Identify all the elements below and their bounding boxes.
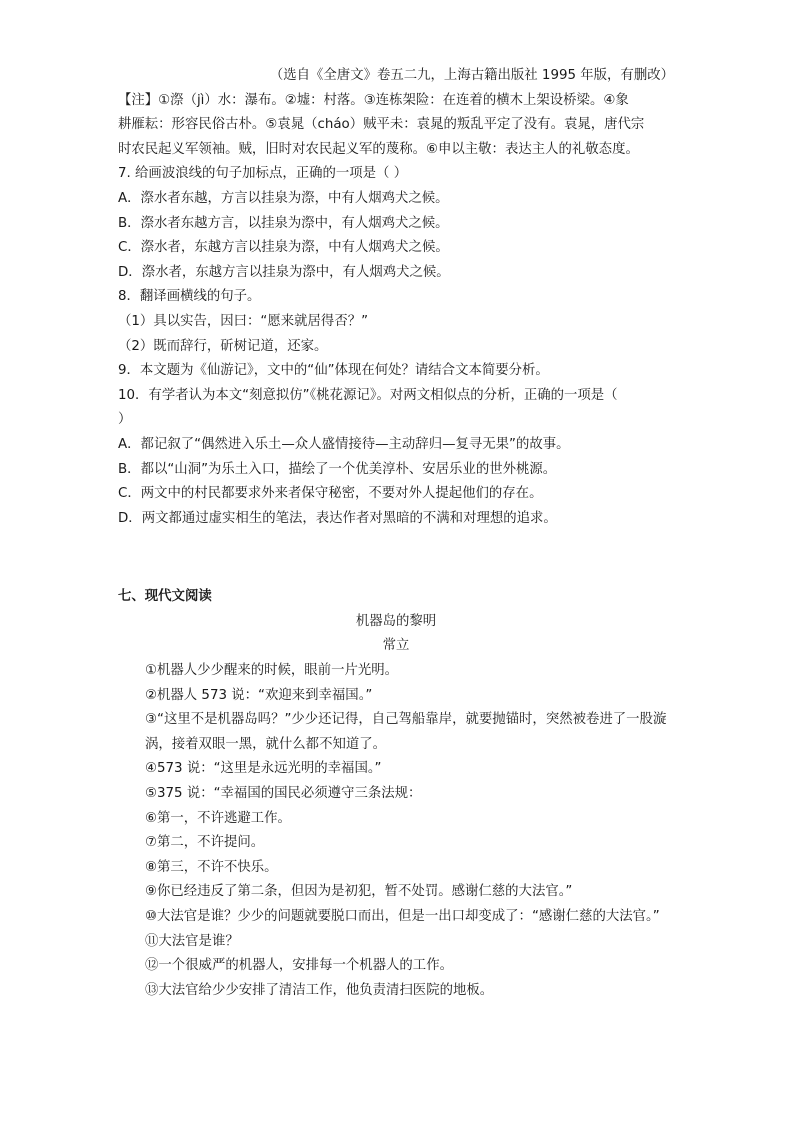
- option-d: D．漈水者，东越方言以挂泉为漈中，有人烟鸡犬之候。: [118, 264, 450, 280]
- article-author: 常立: [382, 638, 410, 654]
- section-heading: 七、现代文阅读: [118, 589, 212, 605]
- question-10: [118, 384, 674, 532]
- annotation-notes: [118, 89, 674, 163]
- question-8: [118, 285, 674, 359]
- paragraph: ⑨你已经违反了第二条，但因为是初犯，暂不处罚。感谢仁慈的大法官。”: [145, 884, 573, 900]
- question-7: [118, 162, 674, 285]
- paragraph: ⑫一个很威严的机器人，安排每一个机器人的工作。: [145, 958, 453, 974]
- paragraph: ④573 说：“这里是永远光明的幸福国。”: [145, 761, 382, 777]
- question-stem-continued: ）: [118, 412, 132, 428]
- paragraph: ⑩大法官是谁？少少的问题就要脱口而出，但是一出口却变成了：“感谢仁慈的大法官。”: [145, 909, 660, 924]
- option-a: A．都记叙了“偶然进入乐土—众人盛情接待—主动辞归—复寻无果”的故事。: [118, 436, 570, 452]
- option-b: B．漈水者东越方言，以挂泉为漈中，有人烟鸡犬之候。: [118, 215, 449, 231]
- question-stem: 10．有学者认为本文“刻意拟仿”《桃花源记》。对两文相似点的分析，正确的一项是（: [118, 387, 618, 403]
- spacer: [118, 531, 674, 585]
- sub-question-1: （1）具以实告，因曰：“愿来就居得否？”: [118, 313, 369, 329]
- note-line: 耕雁耘：形容民俗古朴。⑤袁晁（cháo）贼平未：袁晁的叛乱平定了没有。袁晁，唐代宗: [118, 117, 645, 133]
- sub-question-2: （2）既而辞行，斫树记道，还家。: [118, 338, 328, 354]
- paragraph: ⑧第三，不许不快乐。: [145, 859, 278, 875]
- option-c: C．漈水者，东越方言以挂泉为漈，中有人烟鸡犬之候。: [118, 240, 449, 256]
- paragraph: ⑬大法官给少少安排了清洁工作，他负责清扫医院的地板。: [145, 982, 494, 998]
- article-title: 机器岛的黎明: [355, 613, 437, 629]
- article: [118, 610, 674, 1004]
- question-stem: 7. 给画波浪线的句子加标点，正确的一项是（ ）: [118, 166, 408, 182]
- paragraph: ⑤375 说：“幸福国的国民必须遵守三条法规：: [145, 786, 422, 802]
- note-line: 【注】①漈（jì）水：瀑布。②墟：村落。③连栋架险：在连着的横木上架设桥梁。④象: [118, 92, 629, 108]
- source-citation: （选自《全唐文》卷五二九，上海古籍出版社 1995 年版，有删改）: [269, 68, 674, 83]
- paragraph: ①机器人少少醒来的时候，眼前一片光明。: [145, 663, 399, 679]
- option-a: A．漈水者东越，方言以挂泉为漈，中有人烟鸡犬之候。: [118, 190, 449, 206]
- option-c: C．两文中的村民都要求外来者保守秘密，不要对外人提起他们的存在。: [118, 486, 543, 502]
- paragraph: ②机器人 573 说：“欢迎来到幸福国。”: [145, 687, 373, 703]
- paragraph: ⑥第一，不许逃避工作。: [145, 810, 291, 826]
- paragraph: ③“这里不是机器岛吗？”少少还记得，自己驾船靠岸，就要抛锚时，突然被卷进了一股漩涡，接着双眼一黑，就什么都不知道了。: [145, 712, 667, 752]
- question-9: 9．本文题为《仙游记》，文中的“仙”体现在何处？请结合文本简要分析。: [118, 363, 549, 379]
- paragraph: ⑦第二，不许提问。: [145, 835, 265, 851]
- note-line: 时农民起义军领袖。贼，旧时对农民起义军的蔑称。⑥申以主敬：表达主人的礼敬态度。: [118, 141, 639, 157]
- paragraph: ⑪大法官是谁？: [145, 933, 239, 949]
- question-stem: 8．翻译画横线的句子。: [118, 289, 261, 305]
- page-content: [118, 64, 674, 1003]
- option-b: B．都以“山洞”为乐土入口，描绘了一个优美淳朴、安居乐业的世外桃源。: [118, 461, 557, 477]
- option-d: D．两文都通过虚实相生的笔法，表达作者对黑暗的不满和对理想的追求。: [118, 510, 557, 526]
